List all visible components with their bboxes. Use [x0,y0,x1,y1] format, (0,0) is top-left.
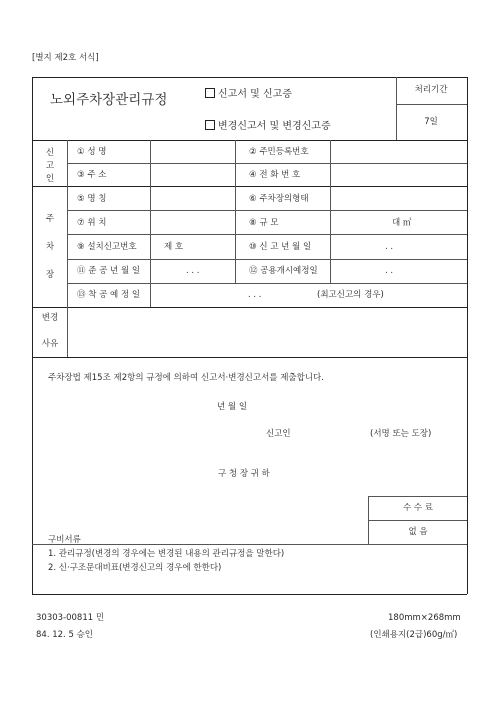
construction-start-date-label: ⑬ 착 공 예 정 일 [77,290,141,300]
date-line: 년 월 일 [217,402,248,412]
frame-bottom [32,594,467,595]
report-date-label: ⑩ 신 고 년 월 일 [249,242,312,252]
form-number-label: [별지 제2호 서식] [32,53,99,63]
name-label: ① 성 명 [77,147,107,157]
applicant-section-char: 고 [45,161,55,171]
address-label: ③ 주 소 [77,170,107,180]
install-report-number-label: ⑨ 설치신고번호 [77,242,137,252]
report-date-dots: . . [385,242,394,252]
signature-label: (서명 또는 도장) [370,429,432,439]
processing-period-label: 처리기간 [414,85,448,95]
option-change-report: 변경신고서 및 변경신고증 [205,120,331,132]
construction-start-date-note: (최고신고의 경우) [317,290,384,300]
lot-name-label: ⑤ 명 칭 [77,194,107,204]
public-use-date-dots: . . [385,266,394,276]
frame-left [32,77,33,594]
reporter-label: 신고인 [266,429,291,439]
scale-label: ⑧ 규 모 [249,218,279,228]
scale-units: 대 ㎡ [392,218,412,228]
construction-start-date-dots: . . . [248,290,262,300]
frame-top [32,77,467,78]
parking-section-char: 장 [45,270,55,280]
change-reason-label: 변경 [41,313,59,323]
parking-section-char: 차 [45,242,55,252]
resident-number-label: ② 주민등록번호 [249,147,309,157]
change-reason-label: 사유 [41,339,59,349]
fee-value: 없 음 [408,527,428,537]
report-number-units: 제 호 [164,242,184,252]
paper-size: 180mm×268mm [388,613,461,623]
checkbox-icon [205,120,215,130]
required-documents-heading: 구비서류 [48,535,81,545]
completion-date-label: ⑪ 준 공 년 월 일 [77,266,141,276]
approval-date: 84. 12. 5 승인 [36,630,93,640]
option-report: 신고서 및 신고증 [205,88,292,100]
completion-date-dots: . . . [186,266,200,276]
required-document-item: 2. 신·구조문대비표(변경신고의 경우에 한한다) [48,563,222,573]
recipient-line: 구 청 장 귀 하 [218,469,270,479]
fee-label: 수 수 료 [402,503,434,513]
processing-period-value: 7일 [424,117,438,127]
declaration-text: 주차장법 제15조 제2항의 규정에 의하여 신고서·변경신고서를 제출합니다. [48,373,324,383]
phone-label: ④ 전 화 번 호 [249,170,301,180]
public-use-date-label: ⑫ 공용개시예정일 [249,266,318,276]
required-document-item: 1. 관리규정(변경의 경우에는 변경된 내용의 관리규정을 말한다) [48,549,285,559]
form-title: 노외주차장관리규정 [50,92,168,108]
parking-section-char: 주 [45,214,55,224]
paper-spec: (인쇄용지(2급)60g/㎡) [370,630,458,640]
applicant-section-char: 인 [45,174,55,184]
lot-type-label: ⑥ 주차장의형태 [249,194,309,204]
applicant-section-char: 신 [45,148,55,158]
location-label: ⑦ 위 치 [77,218,107,228]
checkbox-icon [205,88,215,98]
form-code: 30303-00811 민 [36,613,105,623]
frame-right [467,77,468,594]
